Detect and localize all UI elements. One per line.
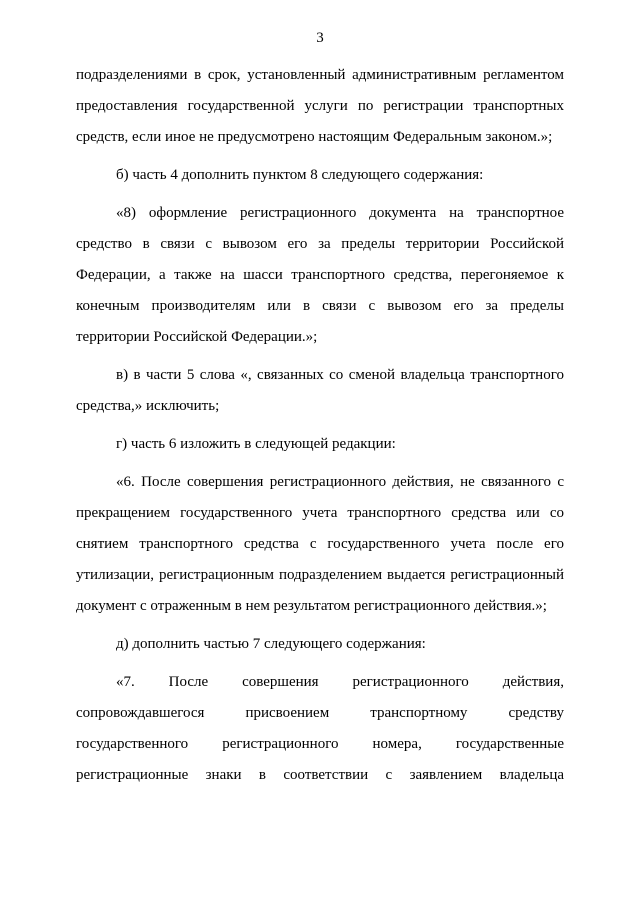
paragraph-item-v — [76, 360, 564, 422]
text-line: средства,» исключить; — [76, 398, 220, 414]
text-line: «6. После совершения регистрационного действия, не связанного с — [116, 474, 564, 490]
text-line: утилизации, регистрационным подразделением выдается регистрационный — [76, 567, 564, 583]
text-line: прекращением государственного учета транспортного средства или со — [76, 505, 564, 521]
text-line: сопровождавшегося присвоением транспортному средству — [76, 705, 564, 721]
text-line: предоставления государственной услуги по регистрации транспортных — [76, 98, 564, 114]
text-line: д) дополнить частью 7 следующего содержания: — [116, 636, 426, 652]
paragraph-part-7 — [76, 667, 564, 791]
text-line: подразделениями в срок, установленный административным регламентом — [76, 67, 564, 83]
paragraph-point-8 — [76, 198, 564, 353]
text-line: регистрационные знаки в соответствии с заявлением владельца — [76, 767, 564, 783]
text-line: «7. После совершения регистрационного действия, — [116, 674, 564, 690]
text-line: средство в связи с вывозом его за пределы территории Российской — [76, 236, 564, 252]
paragraph-item-b — [76, 160, 564, 191]
paragraph-item-g — [76, 429, 564, 460]
document-body — [76, 60, 564, 791]
paragraph-item-d — [76, 629, 564, 660]
text-line: «8) оформление регистрационного документа на транспортное — [116, 205, 564, 221]
text-line: документ с отраженным в нем результатом регистрационного действия.»; — [76, 598, 547, 614]
paragraph-part-6 — [76, 467, 564, 622]
text-line: конечным производителям или в связи с вывозом его за пределы — [76, 298, 564, 314]
page-number: 3 — [316, 30, 324, 46]
text-line: территории Российской Федерации.»; — [76, 329, 318, 345]
paragraph-continuation — [76, 60, 564, 153]
text-line: б) часть 4 дополнить пунктом 8 следующего содержания: — [116, 167, 484, 183]
text-line: в) в части 5 слова «, связанных со сменой владельца транспортного — [116, 367, 564, 383]
text-line: средств, если иное не предусмотрено настоящим Федеральным законом.»; — [76, 129, 553, 145]
text-line: снятием транспортного средства с государственного учета после его — [76, 536, 564, 552]
text-line: г) часть 6 изложить в следующей редакции: — [116, 436, 396, 452]
text-line: государственного регистрационного номера, государственные — [76, 736, 564, 752]
text-line: Федерации, а также на шасси транспортного средства, перегоняемое к — [76, 267, 564, 283]
